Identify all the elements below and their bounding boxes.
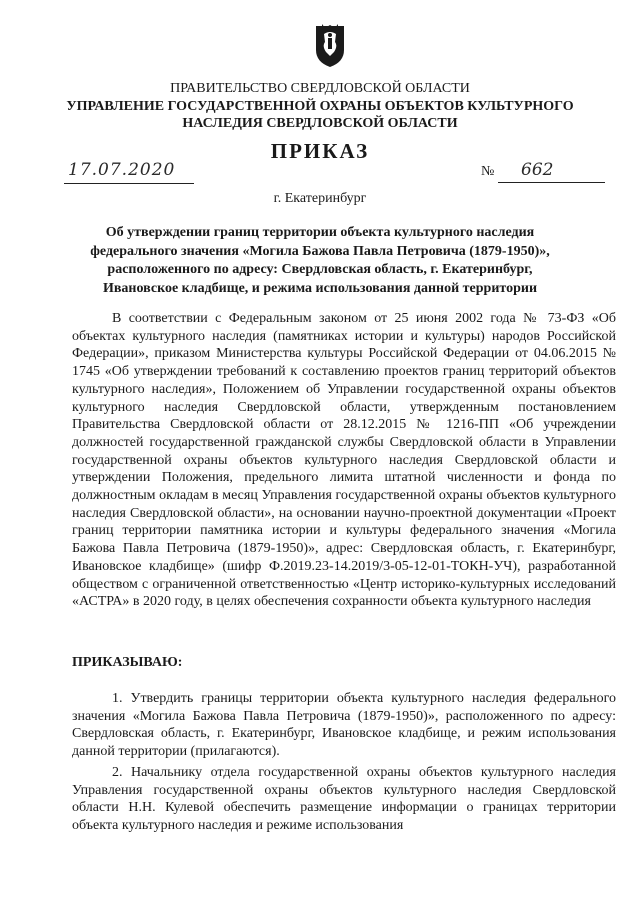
order-title: Об утверждении границ территории объекта культурного наследия федерального значения «Могила Бажова Павла Петровича (1879-1950)», расположенного по адресу: Свердловская область, г. Екатеринбург, Ивановское кладбище, и режима использования данной территории	[90, 225, 550, 296]
number-underline	[498, 182, 605, 183]
order-number-field	[481, 160, 605, 182]
order-date: 17.07.2020	[68, 160, 176, 180]
date-underline	[64, 183, 194, 184]
document-type: ПРИКАЗ	[270, 139, 370, 163]
coat-of-arms-icon	[313, 22, 347, 68]
number-sign: №	[481, 164, 495, 179]
city: г. Екатеринбург	[273, 191, 367, 206]
order-item-2: 2. Начальнику отдела государственной охраны объектов культурного наследия Управления государственной охраны объектов культурного наследия Свердловской области Н.Н. Кулевой обеспечить размещение информации о границах территории объекта культурного наследия и режиме использования	[72, 765, 616, 834]
order-number: 662	[521, 160, 554, 180]
order-date-field	[64, 160, 194, 182]
order-directive: ПРИКАЗЫВАЮ:	[72, 655, 183, 670]
government-name: ПРАВИТЕЛЬСТВО СВЕРДЛОВСКОЙ ОБЛАСТИ	[170, 81, 470, 96]
department-name: УПРАВЛЕНИЕ ГОСУДАРСТВЕННОЙ ОХРАНЫ ОБЪЕКТОВ КУЛЬТУРНОГО НАСЛЕДИЯ СВЕРДЛОВСКОЙ ОБЛАСТИ	[66, 99, 574, 131]
order-item-1: 1. Утвердить границы территории объекта культурного наследия федерального значения «Могила Бажова Павла Петровича (1879-1950)», расположенного по адресу: Свердловская область, г. Екатеринбург, Ивановское кладбище, и режим использования данной территории (прилагаются).	[72, 691, 616, 760]
preamble-paragraph: В соответствии с Федеральным законом от 25 июня 2002 года № 73-ФЗ «Об объектах культурного наследия (памятниках истории и культуры) народов Российской Федерации», приказом Министерства культуры Российской Федерации от 04.06.2015 № 1745 «Об утверждении требований к составлению проектов границ территорий объектов культурного наследия», Положением об Управлении государственной охраны объектов культурного наследия Свердловской области, утвержденным постановлением Правительства Свердловской области от 28.12.2015 № 1216-ПП «Об учреждении должностей государственной гражданской службы Свердловской области в Управлении государственной охраны объектов культурного наследия Свердловской области и утверждении Положения, предельного лимита штатной численности и фонда по должностным окладам в месяц Управления государственной охраны объектов культурного наследия Свердловской области», на основании научно-проектной документации «Проект границ территории памятника истории и культуры федерального значения «Могила Бажова Павла Петровича (1879-1950)», адрес: Свердловская область, г. Екатеринбург, Ивановское кладбище» (шифр Ф.2019.23-14.2019/3-05-12-01-ТОКН-УЧ), разработанной обществом с ограниченной ответственностью «Центр историко-культурных исследований «АСТРА» в 2020 году, в целях обеспечения сохранности объекта культурного наследия	[72, 311, 616, 610]
